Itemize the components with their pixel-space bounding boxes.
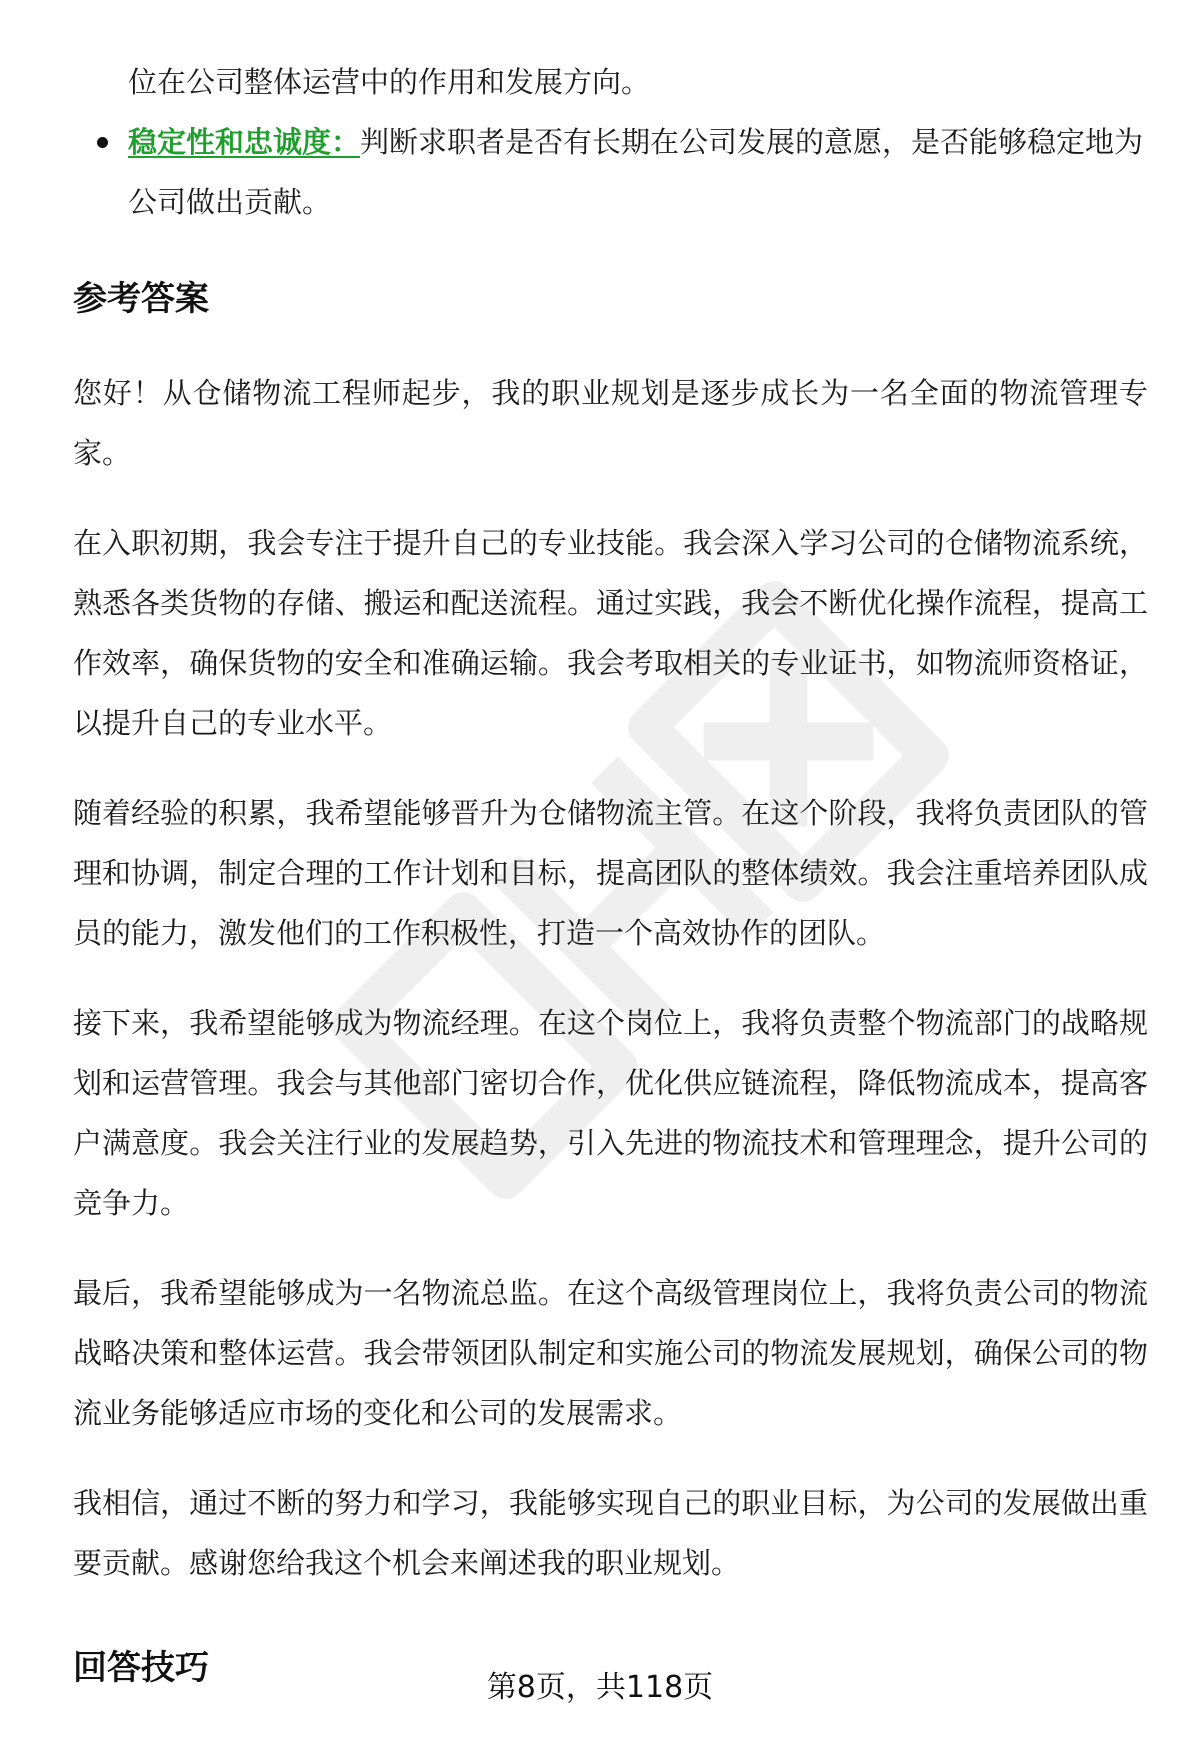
bullet-text: 判断求职者是否有长期在公司发展的意愿，是否能够稳定地为公司做出贡献。 <box>128 125 1144 219</box>
answer-paragraph: 随着经验的积累，我希望能够晋升为仓储物流主管。在这个阶段，我将负责团队的管理和协调，制定合理的工作计划和目标，提高团队的整体绩效。我会注重培养团队成员的能力，激发他们的工作积极性，打造一个高效协作的团队。 <box>73 796 1148 950</box>
reference-answer-heading: 参考答案 <box>73 279 209 319</box>
page-number-footer: 第8页，共118页 <box>486 1670 714 1705</box>
answer-paragraph: 您好！从仓储物流工程师起步，我的职业规划是逐步成长为一名全面的物流管理专家。 <box>73 376 1148 470</box>
bullet-item-stability <box>73 112 1148 232</box>
answer-paragraph: 接下来，我希望能够成为物流经理。在这个岗位上，我将负责整个物流部门的战略规划和运营管理。我会与其他部门密切合作，优化供应链流程，降低物流成本，提高客户满意度。我会关注行业的发展趋势，引入先进的物流技术和管理理念，提升公司的竞争力。 <box>73 1006 1148 1220</box>
answer-paragraph: 在入职初期，我会专注于提升自己的专业技能。我会深入学习公司的仓储物流系统，熟悉各类货物的存储、搬运和配送流程。通过实践，我会不断优化操作流程，提高工作效率，确保货物的安全和准确运输。我会考取相关的专业证书，如物流师资格证，以提升自己的专业水平。 <box>73 526 1148 740</box>
bullet-term: 稳定性和忠诚度： <box>128 125 361 159</box>
answer-paragraph: 最后，我希望能够成为一名物流总监。在这个高级管理岗位上，我将负责公司的物流战略决策和整体运营。我会带领团队制定和实施公司的物流发展规划，确保公司的物流业务能够适应市场的变化和公司的发展需求。 <box>73 1276 1148 1430</box>
document-content <box>73 52 1148 1698</box>
answer-paragraph: 我相信，通过不断的努力和学习，我能够实现自己的职业目标，为公司的发展做出重要贡献。感谢您给我这个机会来阐述我的职业规划。 <box>73 1486 1148 1580</box>
bullet-dot-icon <box>97 137 108 148</box>
continuation-text: 位在公司整体运营中的作用和发展方向。 <box>128 65 651 99</box>
tips-heading: 回答技巧 <box>73 1648 209 1688</box>
